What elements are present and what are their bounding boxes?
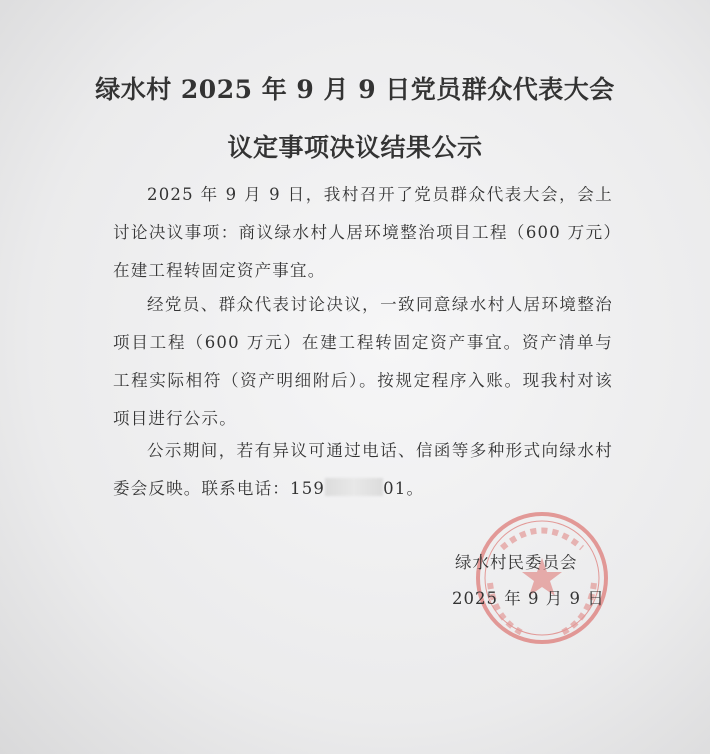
paragraph-contact [113,432,613,508]
signature-organization: 绿水村民委员会 [455,553,578,572]
document-title-line-2: 议定事项决议结果公示 [227,133,483,162]
phone-redaction [325,478,383,496]
contact-text: 公示期间，若有异议可通过电话、信函等多种形式向绿水村委会反映。联系电话： [113,441,613,498]
phone-start: 159 [290,479,326,498]
official-seal-icon [472,508,612,648]
paragraph-meeting-info: 2025 年 9 月 9 日，我村召开了党员群众代表大会，会上讨论决议事项：商议绿水村人居环境整治项目工程（600 万元）在建工程转固定资产事宜。 [113,185,613,280]
signature-date: 2025 年 9 月 9 日 [452,589,605,608]
paragraph-resolution: 经党员、群众代表讨论决议，一致同意绿水村人居环境整治项目工程（600 万元）在建工程转固定资产事宜。资产清单与工程实际相符（资产明细附后）。按规定程序入账。现我村对该项目进行公示。 [113,295,613,428]
document-title-line-1: 绿水村 2025 年 9 月 9 日党员群众代表大会 [95,75,615,104]
phone-end: 01。 [383,479,425,498]
